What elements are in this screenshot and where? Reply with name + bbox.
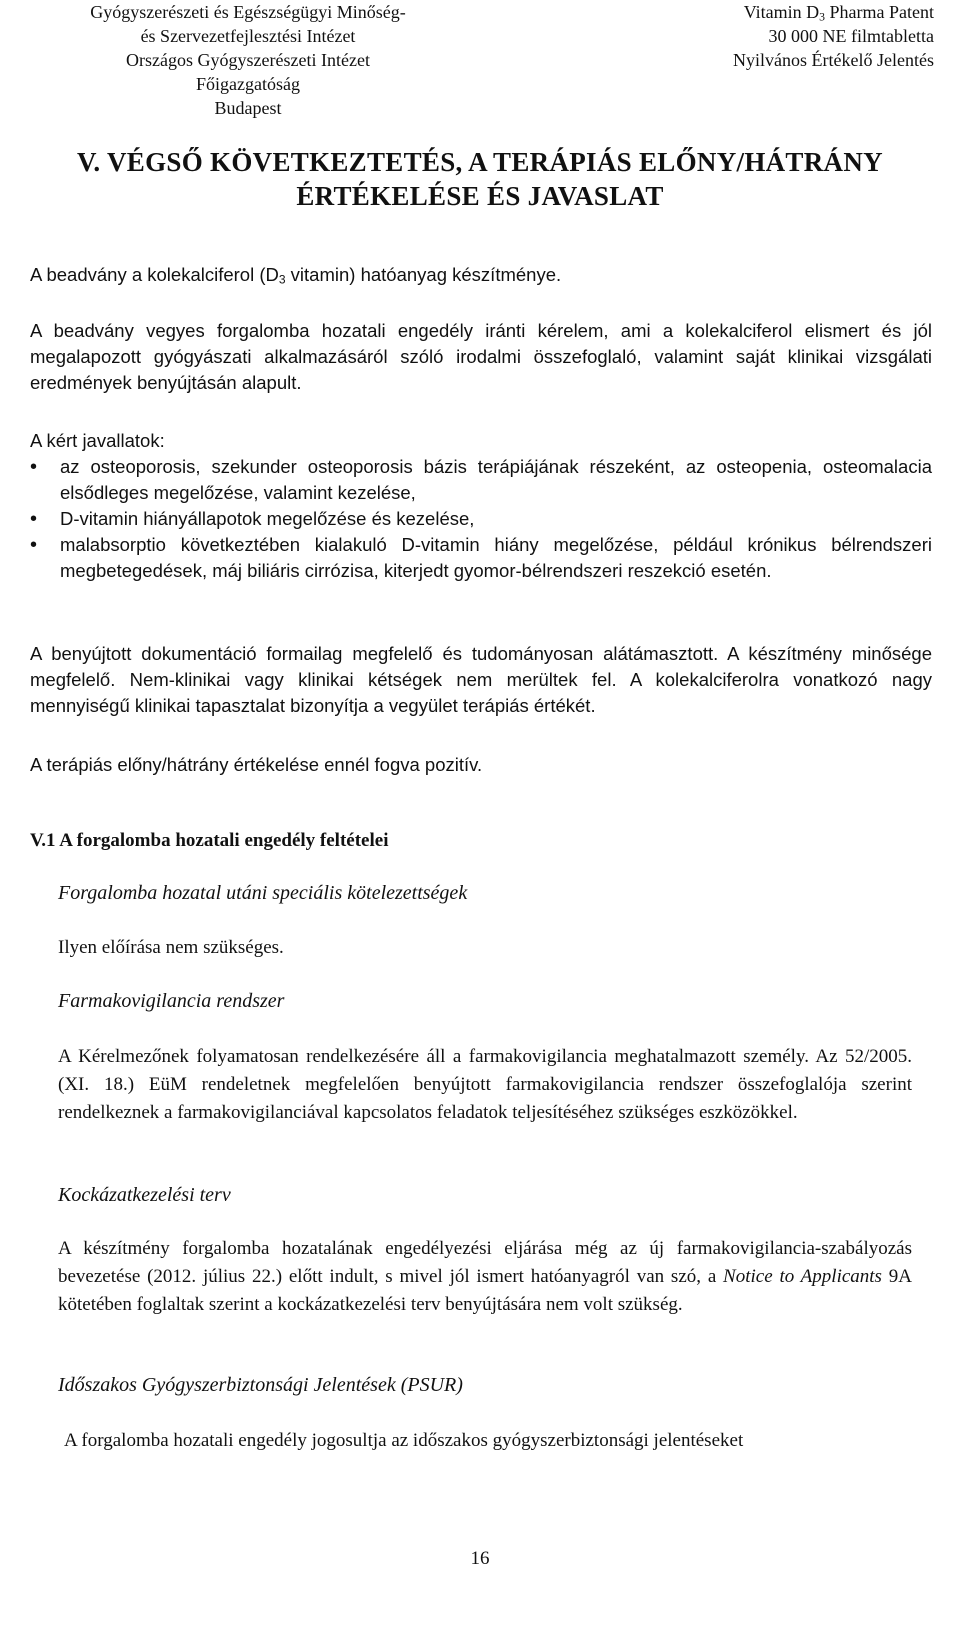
indications-section <box>30 428 932 584</box>
subsection-title-psur: Időszakos Gyógyszerbiztonsági Jelentések (PSUR) <box>58 1374 463 1396</box>
psur-text: A forgalomba hozatali engedély jogosultja az időszakos gyógyszerbiztonsági jelentéseket <box>64 1430 744 1451</box>
intro-paragraph-1: A beadvány a kolekalciferol ($D_3$ vitamin) hatóanyag készítménye. <box>30 264 562 287</box>
header-left-line: Gyógyszerészeti és Egészségügyi Minőség- <box>90 2 406 22</box>
header-left-line: Budapest <box>214 98 282 118</box>
notice-to-applicants-ref: Notice to Applicants <box>723 1266 882 1287</box>
list-item: • malabsorptio következtében kialakuló D-vitamin hiány megelőzése, például krónikus bélrendszeri megbetegedések, máj biliáris cirrózisa, kiterjedt gyomor-bélrendszeri reszekció esetén. <box>30 532 932 584</box>
subsection-title-risk-management: Kockázatkezelési terv <box>58 1184 231 1206</box>
header-left-line: és Szervezetfejlesztési Intézet <box>140 26 356 46</box>
header-institution <box>38 0 458 120</box>
list-item: • D-vitamin hiányállapotok megelőzése és kezelése, <box>30 506 932 532</box>
conclusion-verdict: A terápiás előny/hátrány értékelése ennél fogva pozitív. <box>30 754 483 775</box>
intro-paragraph-2: A beadvány vegyes forgalomba hozatali engedély iránti kérelem, ami a kolekalciferol elismert és jól megalapozott gyógyászati alkalmazásáról szóló irodalmi összefoglaló, valamint saját klinikai vizsgálati eredmények benyújtásán alapult. <box>30 320 932 393</box>
section-title-line: ÉRTÉKELÉSE ÉS JAVASLAT <box>296 181 664 211</box>
header-product-strength: 30 000 NE filmtabletta <box>768 26 934 46</box>
conclusion-paragraph: A benyújtott dokumentáció formailag megfelelő és tudományosan alátámasztott. A készítmény minősége megfelelő. Nem-klinikai vagy klinikai kétségek nem merültek fel. A kolekalciferolra vonatkozó nagy mennyiségű klinikai tapasztalat bizonyítja a vegyület terápiás értékét. <box>30 643 932 716</box>
pharmacovigilance-text: A Kérelmezőnek folyamatosan rendelkezésére áll a farmakovigilancia meghatalmazott személy. Az 52/2005. (XI. 18.) EüM rendeletnek megfelelően benyújtott farmakovigilancia rendszer összefoglalója szerint rendelkeznek a farmakovigilanciával kapcsolatos feladatok teljesítéséhez szükséges eszközökkel. <box>58 1046 912 1123</box>
header-product <box>574 0 934 72</box>
header-left-line: Főigazgatóság <box>196 74 300 94</box>
page-number: 16 <box>470 1548 490 1569</box>
header-product-name: Vitamin $D_3$ Pharma Patent <box>743 2 934 24</box>
section-title <box>0 145 960 213</box>
header-report-type: Nyilvános Értékelő Jelentés <box>733 50 934 70</box>
indications-list <box>30 454 932 584</box>
list-item: • az osteoporosis, szekunder osteoporosis bázis terápiájának részeként, az osteopenia, osteomalacia elsődleges megelőzése, valamint kezelése, <box>30 454 932 506</box>
indications-label: A kért javallatok: <box>30 430 165 451</box>
subsection-heading: V.1 A forgalomba hozatali engedély feltételei <box>30 830 389 851</box>
risk-management-text: A készítmény forgalomba hozatalának engedélyezési eljárása még az új farmakovigilancia-szabályozás bevezetése (2012. július 22.) előtt indult, s mivel jól ismert hatóanyagról van szó, a Notice to Applicants 9A kötetében foglaltak szerint a kockázatkezelési terv benyújtására nem volt szükség. <box>58 1238 912 1315</box>
subsection-title-pharmacovigilance: Farmakovigilancia rendszer <box>58 990 285 1012</box>
subsection-title-obligations: Forgalomba hozatal utáni speciális kötelezettségek <box>58 882 468 904</box>
section-title-line: V. VÉGSŐ KÖVETKEZTETÉS, A TERÁPIÁS ELŐNY/HÁTRÁNY <box>77 147 883 177</box>
header-left-line: Országos Gyógyszerészeti Intézet <box>126 50 370 70</box>
obligations-text: Ilyen előírása nem szükséges. <box>58 937 284 958</box>
